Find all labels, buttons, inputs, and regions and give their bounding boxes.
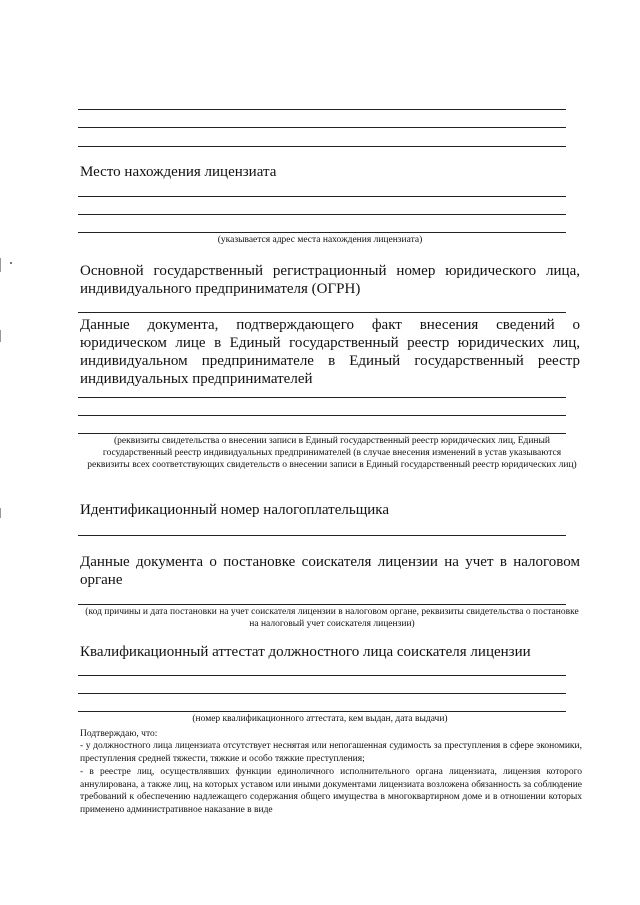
registry-line[interactable] <box>78 433 566 434</box>
blank-line[interactable] <box>78 146 566 147</box>
registry-line[interactable] <box>78 415 566 416</box>
location-heading: Место нахождения лицензиата <box>80 164 277 180</box>
qualification-heading: Квалификационный аттестат должностного лица соискателя лицензии <box>80 644 531 660</box>
tax-line[interactable] <box>78 604 566 605</box>
location-line[interactable] <box>78 232 566 233</box>
blank-line[interactable] <box>78 109 566 110</box>
inn-line[interactable] <box>78 535 566 536</box>
tax-note: (код причины и дата постановки на учет соискателя лицензии в налоговом органе, реквизиты свидетельства о постановке на налоговый учет соискателя лицензии) <box>85 607 579 629</box>
location-note: (указывается адрес места нахождения лицензиата) <box>217 235 423 245</box>
registry-note: (реквизиты свидетельства о внесении записи в Единый государственный реестр юридических лиц, Единый государственный реестр индивидуальных предпринимателей (в случае внесения изменений в устав указываются реквизиты всех соответствующих свидетельств о внесении записи в Единый государственный реестр юридических лиц) <box>87 436 577 470</box>
location-line[interactable] <box>78 214 566 215</box>
tax-registration-heading: Данные документа о постановке соискателя лицензии на учет в налоговом органе <box>80 554 580 588</box>
inn-heading: Идентификационный номер налогоплательщика <box>80 502 390 518</box>
scan-edge-mark <box>0 258 1 272</box>
qualification-line[interactable] <box>78 693 566 694</box>
qualification-line[interactable] <box>78 711 566 712</box>
registry-document-heading: Данные документа, подтверждающего факт внесения сведений о юридическом лице в Единый государственный реестр юридических лиц, индивидуальном предпринимателе в Единый государственный реестр индивидуальных предпринимателей <box>80 317 580 387</box>
location-line[interactable] <box>78 196 566 197</box>
confirmation-intro: Подтверждаю, что: <box>80 729 158 739</box>
qualification-note: (номер квалификационного аттестата, кем выдан, дата выдачи) <box>192 714 448 724</box>
qualification-line[interactable] <box>78 675 566 676</box>
scan-dot <box>10 262 12 264</box>
registry-line[interactable] <box>78 397 566 398</box>
blank-line[interactable] <box>78 127 566 128</box>
scan-edge-mark <box>0 508 1 518</box>
scan-edge-mark <box>0 330 1 342</box>
confirmation-item-2: - в реестре лиц, осуществлявших функции единоличного исполнительного органа лицензиата, лицензия которого аннулирована, а также лиц, на которых уставом или иными документами лицензиата возложена обязанность за соблюдение требований к обеспечению надлежащего содержания общего имущества в многоквартирном доме и в отношении которых применено административное наказание в виде <box>80 767 582 815</box>
ogrn-line[interactable] <box>78 312 566 313</box>
confirmation-item-1: - у должностного лица лицензиата отсутствует неснятая или непогашенная судимость за преступления в сфере экономики, преступления средней тяжести, тяжкие и особо тяжкие преступления; <box>80 741 582 764</box>
ogrn-heading: Основной государственный регистрационный номер юридического лица, индивидуального предпринимателя (ОГРН) <box>80 263 580 297</box>
